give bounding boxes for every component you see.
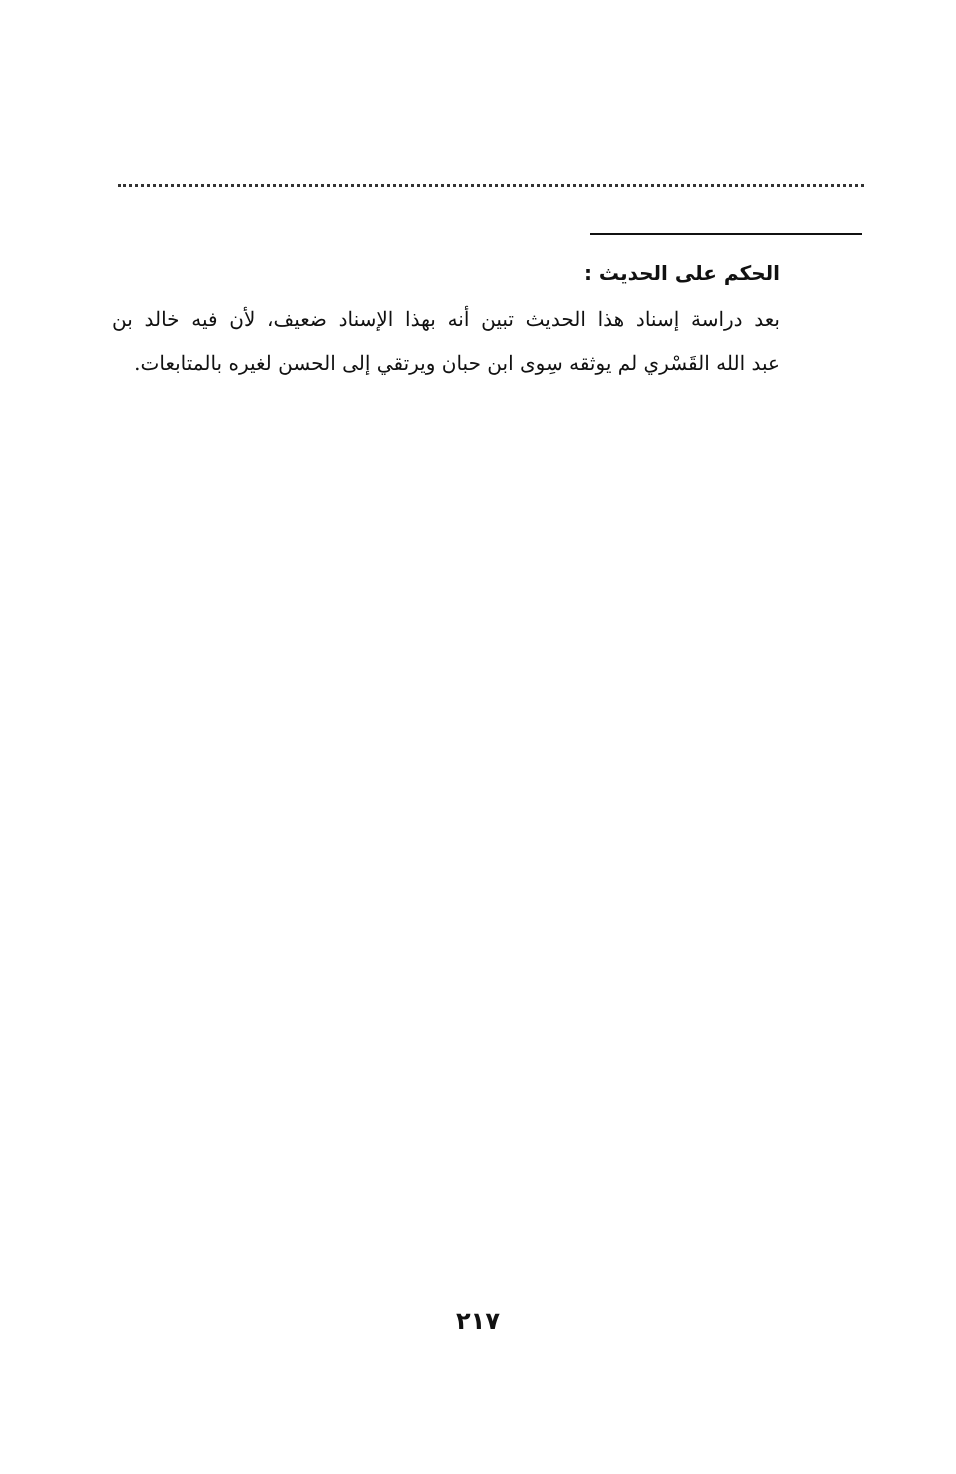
paragraph-line-2: عبد الله القَسْري لم يوثقه سِوى ابن حبان ويرتقي إلى الحسن لغيره بالمتابعات. [134, 351, 780, 375]
paragraph-line-1: بعد دراسة إسناد هذا الحديث تبين أنه بهذا الإسناد ضعيف، لأن فيه خالد بن [112, 307, 780, 331]
dotted-separator [118, 184, 864, 187]
section-rule [590, 233, 862, 235]
section-heading: الحكم على الحديث : [583, 261, 780, 285]
page-number: ٢١٧ [456, 1307, 500, 1335]
